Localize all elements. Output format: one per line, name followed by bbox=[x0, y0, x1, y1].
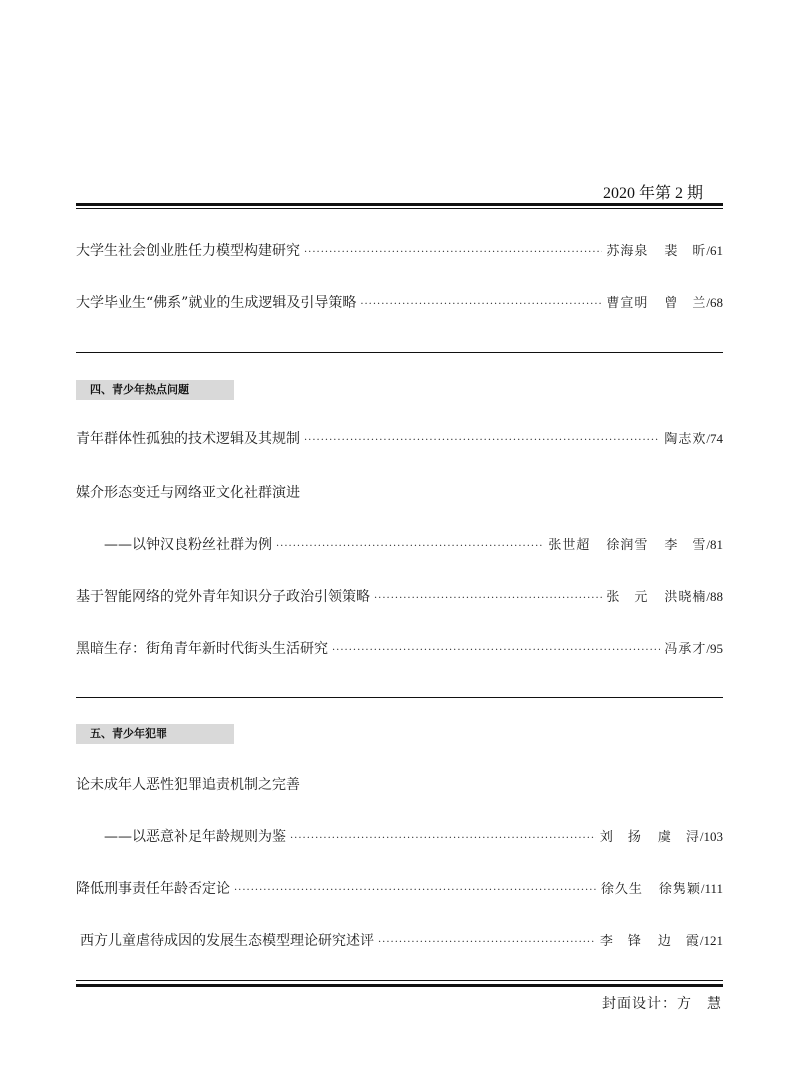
section-heading: 四、青少年热点问题 bbox=[76, 380, 234, 400]
section-divider bbox=[76, 697, 723, 698]
dot-leader bbox=[374, 588, 602, 610]
entry-title[interactable]: 媒介形态变迁与网络亚文化社群演进 bbox=[76, 485, 300, 501]
entry-subtitle: ——以钟汉良粉丝社群为例 bbox=[104, 537, 272, 553]
entry-authors: 苏海泉 裴 昕 bbox=[606, 244, 707, 259]
entry-authors: 张世超 徐润雪 李 雪 bbox=[548, 538, 707, 553]
entry-page: /68 bbox=[706, 295, 723, 310]
toc-entry[interactable] bbox=[76, 240, 723, 262]
entry-page: /121 bbox=[699, 933, 723, 948]
dot-leader bbox=[304, 242, 602, 264]
cover-design-credit: 封面设计：方 慧 bbox=[602, 996, 722, 1012]
entry-page: /111 bbox=[700, 881, 723, 896]
dot-leader bbox=[332, 640, 660, 662]
entry-title: 大学生社会创业胜任力模型构建研究 bbox=[76, 243, 300, 259]
dot-leader bbox=[276, 536, 544, 558]
toc-entry[interactable] bbox=[76, 428, 723, 450]
toc-entry[interactable] bbox=[104, 826, 723, 848]
entry-page: /103 bbox=[699, 829, 723, 844]
entry-page: /81 bbox=[706, 537, 723, 552]
section-heading: 五、青少年犯罪 bbox=[76, 724, 234, 744]
dot-leader bbox=[234, 880, 597, 902]
entry-title: 黑暗生存：街角青年新时代街头生活研究 bbox=[76, 641, 328, 657]
header-rule-thin bbox=[76, 208, 723, 209]
entry-title: 西方儿童虐待成因的发展生态模型理论研究述评 bbox=[80, 933, 374, 949]
entry-title[interactable]: 论未成年人恶性犯罪追责机制之完善 bbox=[76, 777, 300, 793]
entry-page: /88 bbox=[706, 589, 723, 604]
entry-authors: 曹宣明 曾 兰 bbox=[606, 296, 707, 311]
entry-title: 大学毕业生“佛系”就业的生成逻辑及引导策略 bbox=[76, 295, 357, 311]
dot-leader bbox=[360, 294, 602, 316]
footer-rule-thick bbox=[76, 984, 723, 987]
entry-page: /61 bbox=[706, 243, 723, 258]
entry-authors: 陶志欢 bbox=[664, 432, 707, 447]
dot-leader bbox=[378, 932, 596, 954]
issue-number: 2020 年第 2 期 bbox=[602, 185, 703, 202]
entry-authors: 冯承才 bbox=[664, 642, 707, 657]
entry-authors: 张 元 洪晓楠 bbox=[606, 590, 707, 605]
entry-page: /95 bbox=[706, 641, 723, 656]
entry-subtitle: ——以恶意补足年龄规则为鉴 bbox=[104, 829, 286, 845]
entry-title: 基于智能网络的党外青年知识分子政治引领策略 bbox=[76, 589, 370, 605]
toc-entry[interactable] bbox=[76, 878, 723, 900]
entry-title: 青年群体性孤独的技术逻辑及其规制 bbox=[76, 431, 300, 447]
footer-rule-thin bbox=[76, 980, 723, 981]
entry-page: /74 bbox=[706, 431, 723, 446]
entry-authors: 李 锋 边 霞 bbox=[599, 934, 700, 949]
toc-entry[interactable] bbox=[76, 586, 723, 608]
header-rule-thick bbox=[76, 203, 723, 206]
toc-entry[interactable] bbox=[80, 930, 723, 952]
toc-entry[interactable] bbox=[76, 638, 723, 660]
toc-entry[interactable] bbox=[76, 292, 723, 314]
toc-entry[interactable] bbox=[104, 534, 723, 556]
dot-leader bbox=[290, 828, 596, 850]
dot-leader bbox=[304, 430, 660, 452]
entry-title: 降低刑事责任年龄否定论 bbox=[76, 881, 230, 897]
section-divider bbox=[76, 352, 723, 353]
entry-authors: 徐久生 徐隽颖 bbox=[600, 882, 701, 897]
entry-authors: 刘 扬 虞 浔 bbox=[599, 830, 700, 845]
